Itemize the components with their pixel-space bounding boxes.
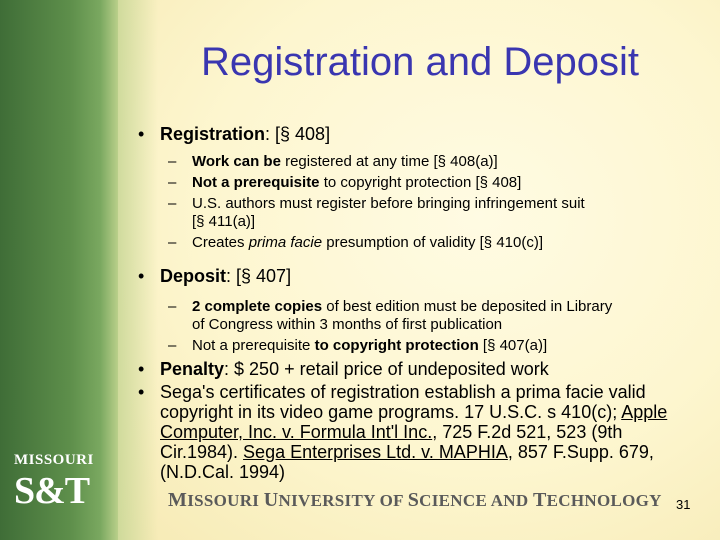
sub-text: of Congress within 3 months of first publication — [192, 316, 503, 333]
sub-work-can-be — [136, 153, 702, 171]
sub-bold: Not a prerequisite — [192, 174, 320, 191]
missouri-st-logo — [14, 452, 104, 511]
sub-bold: Work can be — [192, 153, 281, 170]
sub-bold: to copyright protection — [314, 337, 479, 354]
sub-bold: 2 complete copies — [192, 298, 323, 315]
footer-university-name — [168, 489, 668, 509]
footer-part: M — [168, 489, 188, 511]
sub-two-copies — [136, 298, 702, 334]
footer-part: T — [533, 489, 547, 511]
sub-not-prerequisite — [136, 174, 702, 192]
sega-text: , 725 F.2d 521, 523 (9th Cir.1984). — [160, 422, 623, 462]
sub-text: Creates — [192, 234, 249, 251]
sub-prima-facie — [136, 234, 702, 252]
registration-label: Registration — [160, 124, 266, 144]
sub-text: [§ 407(a)] — [478, 337, 548, 354]
bullet-sega — [136, 382, 702, 482]
footer-part: U — [263, 489, 279, 511]
page-number: 31 — [676, 497, 691, 512]
sub-text: to copyright protection [§ 408] — [319, 174, 522, 191]
case-apple: Apple Computer, Inc. v. Formula Int'l Inc. — [160, 402, 668, 442]
sub-italic: prima facie — [248, 234, 323, 251]
sub-text: Not a prerequisite — [192, 337, 315, 354]
footer-part: ECHNOLOGY — [546, 491, 662, 510]
logo-st: S&T — [14, 470, 90, 512]
sub-not-prerequisite-deposit — [136, 337, 702, 355]
sub-text: [§ 411(a)] — [192, 213, 256, 230]
footer-part: NIVERSITY OF — [278, 491, 408, 510]
slide-title: Registration and Deposit — [200, 40, 640, 84]
slide-content — [136, 124, 702, 482]
sega-text: Sega's certificates of registration establish a prima facie valid copyright in its video game programs. 17 U.S.C. s 410(c); — [160, 382, 646, 422]
case-sega: Sega Enterprises Ltd. v. MAPHIA — [243, 442, 508, 462]
sub-text: registered at any time [§ 408(a)] — [280, 153, 498, 170]
sub-text: presumption of validity [§ 410(c)] — [322, 234, 543, 251]
penalty-text: : $ 250 + retail price of undeposited work — [224, 359, 549, 379]
bullet-penalty — [136, 359, 702, 379]
deposit-ref: : [§ 407] — [226, 266, 292, 286]
bullet-deposit — [136, 266, 702, 286]
sub-text: U.S. authors must register before bringing infringement suit — [192, 195, 585, 212]
registration-ref: : [§ 408] — [265, 124, 331, 144]
footer-part: S — [407, 489, 420, 511]
sega-text: , 857 F.Supp. 679, (N.D.Cal. 1994) — [160, 442, 654, 482]
bullet-registration — [136, 124, 702, 144]
sub-text: of best edition must be deposited in Library — [322, 298, 613, 315]
footer-part: ISSOURI — [187, 491, 264, 510]
logo-missouri: MISSOURI — [14, 452, 94, 468]
deposit-label: Deposit — [160, 266, 227, 286]
sub-us-authors — [136, 195, 702, 231]
penalty-label: Penalty — [160, 359, 225, 379]
footer-part: CIENCE AND — [419, 491, 533, 510]
